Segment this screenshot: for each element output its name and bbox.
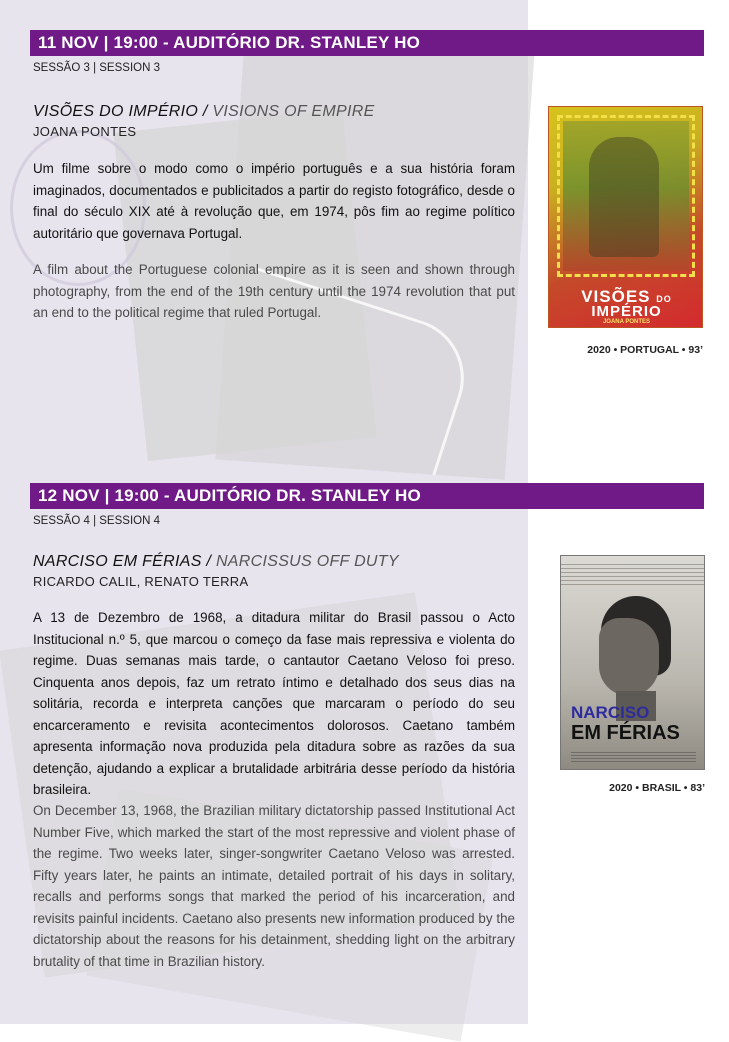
film-director: JOANA PONTES <box>33 124 137 139</box>
film-title-pt: NARCISO EM FÉRIAS <box>33 553 202 570</box>
title-separator: / <box>198 103 213 120</box>
title-separator: / <box>201 553 216 570</box>
session-label: SESSÃO 3 | SESSION 3 <box>33 62 160 74</box>
synopsis-en: On December 13, 1968, the Brazilian military dictatorship passed Institutional Act Number Five, which marked the start of the most repressive and violent phase of the regime. Two weeks later, singer-songwriter Caetano Veloso was arrested. Fifty years later, he paints an intimate, detailed portrait of his days in solitary, recalls and performs songs that marked the period of his incarceration, and revisits painful incidents. Caetano also presents new information produced by the dictatorship about the reasons for his detainment, shedding light on the arbitrary brutality of that time in Brazilian history. <box>33 803 515 969</box>
film-title-en: VISIONS OF EMPIRE <box>212 103 375 120</box>
film-poster-visoes <box>548 106 703 328</box>
session-label: SESSÃO 4 | SESSION 4 <box>33 515 160 527</box>
film-director: RICARDO CALIL, RENATO TERRA <box>33 574 249 589</box>
film-title-pt: VISÕES DO IMPÉRIO <box>33 103 199 120</box>
film-title <box>33 553 399 571</box>
film-meta: 2020 • BRASIL • 83’ <box>609 782 705 794</box>
film-meta: 2020 • PORTUGAL • 93’ <box>587 344 703 356</box>
film-title-en: NARCISSUS OFF DUTY <box>215 553 399 570</box>
poster-title: NARCISO <box>571 703 650 722</box>
poster-credit: JOANA PONTES <box>602 319 651 325</box>
synopsis-en: A film about the Portuguese colonial empire as it is seen and shown through photography, from the end of the 19th century until the 1974 revolution that put an end to the political regime that ruled Portugal. <box>33 262 515 320</box>
poster-figure <box>589 137 659 257</box>
poster-credit-lines <box>561 564 705 586</box>
film-title <box>33 103 375 121</box>
synopsis-pt: A 13 de Dezembro de 1968, a ditadura militar do Brasil passou o Acto Institucional n.º 5, que marcou o começo da fase mais repressiva e violenta do regime. Duas semanas mais tarde, o cantautor Caetano Veloso foi preso. Cinquenta anos depois, faz um retrato íntimo e detalhado dos seus dias na solitária, recorda e interpreta canções que marcaram o período do seu encarceramento e revisita acontecimentos dolorosos. Caetano também apresenta informação nova produzida pela ditadura sobre as razões da sua detenção, ajudando a explicar a brutalidade arbitrária desse período da história brasileira. <box>33 610 515 797</box>
poster-face <box>599 618 659 696</box>
poster-title-line2: IMPÉRIO <box>591 303 662 320</box>
session-header-bar: 12 NOV | 19:00 - AUDITÓRIO DR. STANLEY HO <box>30 483 704 509</box>
poster-title-line2: EM FÉRIAS <box>571 722 680 744</box>
poster-title: VISÕES DO <box>581 287 672 306</box>
session-header-bar: 11 NOV | 19:00 - AUDITÓRIO DR. STANLEY HO <box>30 30 704 56</box>
film-poster-narciso <box>560 555 705 770</box>
synopsis-pt: Um filme sobre o modo como o império português e a sua história foram imaginados, documentados e publicitados a partir do registo fotográfico, desde o final do século XIX até à revolução que, em 1974, pôs fim ao regime político autoritário que governava Portugal. <box>33 161 515 241</box>
poster-bottom-credits <box>571 752 696 764</box>
